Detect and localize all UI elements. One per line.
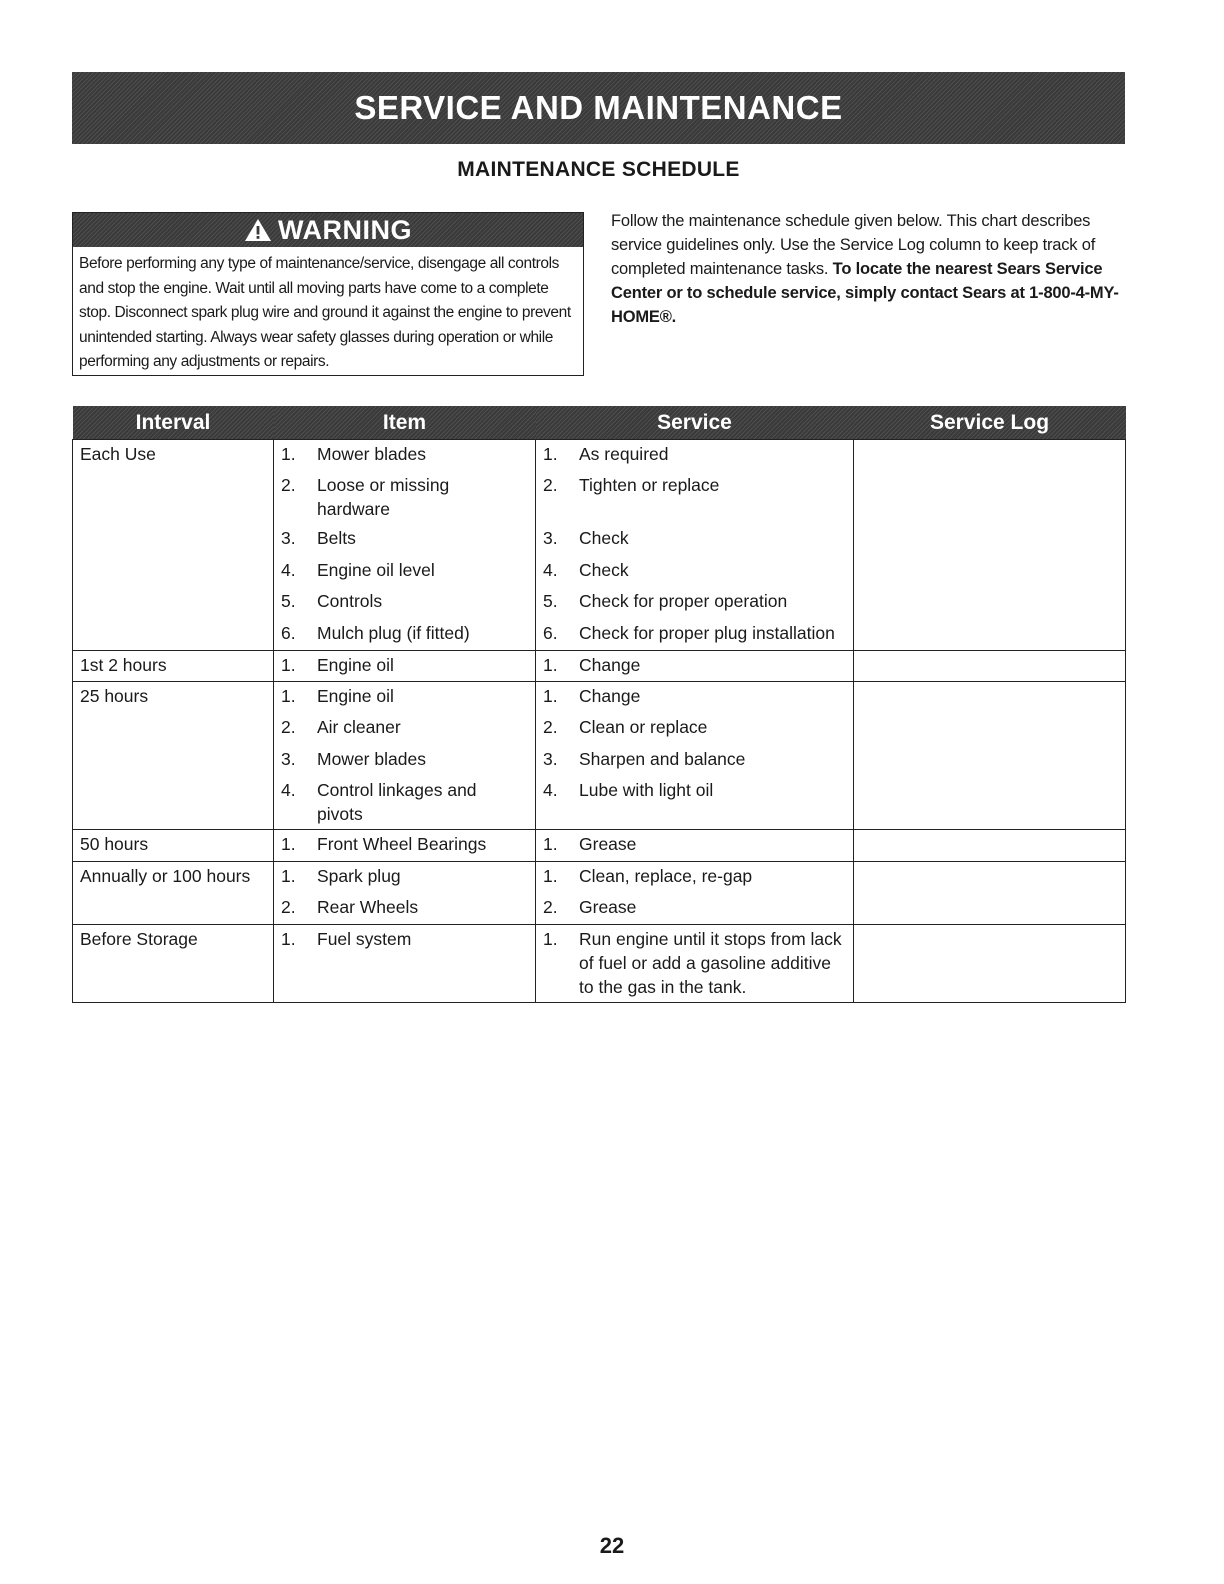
item-text: Engine oil xyxy=(317,654,394,675)
item-number: 1. xyxy=(281,928,296,949)
item-number: 2. xyxy=(281,896,296,917)
item-number: 2. xyxy=(281,475,296,495)
service-cell xyxy=(536,776,854,830)
item-number: 1. xyxy=(281,834,296,854)
item-text: Rear Wheels xyxy=(317,896,419,917)
interval-cell xyxy=(73,524,274,556)
item-cell xyxy=(274,650,536,682)
item-cell xyxy=(274,440,536,472)
service-text: Check xyxy=(579,528,629,548)
table-row xyxy=(73,524,1126,556)
item-text: Belts xyxy=(317,528,356,548)
interval-cell xyxy=(73,471,274,524)
item-number: 1. xyxy=(281,444,296,464)
item-cell xyxy=(274,924,536,1002)
table-row xyxy=(73,745,1126,777)
intro-text: Follow the maintenance schedule given below. This chart describes service guidelines only. Use the Service Log column to keep track of completed maintenance tasks. xyxy=(611,212,1096,278)
service-cell xyxy=(536,524,854,556)
service-cell xyxy=(536,587,854,619)
service-text: Check xyxy=(579,559,629,580)
service-cell xyxy=(536,682,854,714)
item-cell xyxy=(274,745,536,777)
service-text: Sharpen and balance xyxy=(579,748,746,769)
interval-cell xyxy=(73,713,274,745)
table-header-row xyxy=(73,406,1126,440)
item-text: Mower blades xyxy=(317,748,426,769)
service-number: 4. xyxy=(543,559,558,580)
table-row xyxy=(73,556,1126,588)
service-cell xyxy=(536,745,854,777)
service-log-cell[interactable] xyxy=(854,776,1126,830)
interval-cell xyxy=(73,619,274,651)
item-text: Controls xyxy=(317,591,383,611)
item-number: 3. xyxy=(281,748,296,769)
item-cell xyxy=(274,524,536,556)
warning-title: WARNING xyxy=(278,214,412,245)
interval-cell: 1st 2 hours xyxy=(73,650,274,682)
warning-box xyxy=(72,212,584,376)
service-number: 4. xyxy=(543,780,558,800)
item-cell xyxy=(274,556,536,588)
service-cell xyxy=(536,830,854,862)
service-number: 1. xyxy=(543,928,558,949)
service-text: Change xyxy=(579,654,641,675)
service-number: 2. xyxy=(543,896,558,917)
item-text: Air cleaner xyxy=(317,717,401,737)
table-row xyxy=(73,587,1126,619)
interval-cell: Annually or 100 hours xyxy=(73,861,274,893)
service-text: Grease xyxy=(579,896,637,917)
item-text: Mulch plug (if fitted) xyxy=(317,622,470,643)
item-cell xyxy=(274,893,536,925)
item-cell xyxy=(274,861,536,893)
item-number: 4. xyxy=(281,780,296,800)
intro-contact-text: To locate the nearest Sears Service Center or to schedule service, simply contact Sears at 1-800-4-MY-HOME®. xyxy=(611,260,1119,326)
warning-triangle-icon xyxy=(244,218,272,242)
service-cell xyxy=(536,893,854,925)
item-text: Control linkages and pivots xyxy=(317,780,477,824)
service-text: Change xyxy=(579,686,641,706)
table-row xyxy=(73,682,1126,714)
header-service-log: Service Log xyxy=(854,406,1126,440)
interval-cell xyxy=(73,776,274,830)
service-log-cell[interactable] xyxy=(854,587,1126,619)
item-number: 3. xyxy=(281,528,296,548)
item-cell xyxy=(274,830,536,862)
section-banner xyxy=(72,72,1125,144)
service-text: Check for proper plug installation xyxy=(579,622,835,643)
service-number: 1. xyxy=(543,686,558,706)
table-row xyxy=(73,861,1126,893)
warning-text: Before performing any type of maintenance/service, disengage all controls and stop the engine. Wait until all moving parts have come to a complete stop. Disconnect spark plug wire and ground it against the engine to prevent unintended starting. Always wear safety glasses during operation or while performing any adjustments or repairs. xyxy=(79,255,571,370)
intro-paragraph xyxy=(611,209,1125,329)
service-number: 3. xyxy=(543,748,558,769)
item-cell xyxy=(274,619,536,651)
banner-title: SERVICE AND MAINTENANCE xyxy=(354,89,843,126)
maintenance-schedule-table xyxy=(72,406,1126,1003)
service-log-cell[interactable] xyxy=(854,861,1126,893)
service-text: Lube with light oil xyxy=(579,780,714,800)
table-row xyxy=(73,619,1126,651)
item-text: Front Wheel Bearings xyxy=(317,834,487,854)
service-number: 1. xyxy=(543,834,558,854)
service-log-cell[interactable] xyxy=(854,830,1126,862)
table-row xyxy=(73,924,1126,1002)
interval-cell: Before Storage xyxy=(73,924,274,1002)
service-log-cell[interactable] xyxy=(854,471,1126,524)
service-number: 1. xyxy=(543,865,558,886)
interval-cell xyxy=(73,893,274,925)
service-log-cell[interactable] xyxy=(854,650,1126,682)
table-row xyxy=(73,471,1126,524)
service-number: 5. xyxy=(543,591,558,611)
service-log-cell[interactable] xyxy=(854,556,1126,588)
service-log-cell[interactable] xyxy=(854,619,1126,651)
service-log-cell[interactable] xyxy=(854,524,1126,556)
service-text: Tighten or replace xyxy=(579,475,720,495)
interval-cell: 50 hours xyxy=(73,830,274,862)
service-cell xyxy=(536,924,854,1002)
page-number: 22 xyxy=(599,1533,625,1558)
item-number: 1. xyxy=(281,865,296,886)
table-row xyxy=(73,713,1126,745)
item-number: 5. xyxy=(281,591,296,611)
item-cell xyxy=(274,587,536,619)
service-text: Grease xyxy=(579,834,637,854)
item-number: 1. xyxy=(281,654,296,675)
table-row xyxy=(73,893,1126,925)
service-number: 2. xyxy=(543,475,558,495)
service-cell xyxy=(536,440,854,472)
page-subtitle: MAINTENANCE SCHEDULE xyxy=(457,158,740,181)
service-log-cell[interactable] xyxy=(854,440,1126,472)
item-cell xyxy=(274,776,536,830)
header-interval: Interval xyxy=(73,406,274,440)
item-text: Fuel system xyxy=(317,928,412,949)
table-row xyxy=(73,650,1126,682)
service-number: 1. xyxy=(543,444,558,464)
item-text: Loose or missing hardware xyxy=(317,475,450,519)
item-number: 6. xyxy=(281,622,296,643)
service-log-cell[interactable] xyxy=(854,924,1126,1002)
service-cell xyxy=(536,861,854,893)
table-row xyxy=(73,830,1126,862)
interval-cell xyxy=(73,745,274,777)
item-cell xyxy=(274,471,536,524)
warning-header xyxy=(73,213,583,247)
service-text: As required xyxy=(579,444,669,464)
header-service: Service xyxy=(536,406,854,440)
service-cell xyxy=(536,619,854,651)
table-row xyxy=(73,776,1126,830)
service-text: Clean or replace xyxy=(579,717,708,737)
service-cell xyxy=(536,650,854,682)
service-log-cell[interactable] xyxy=(854,713,1126,745)
service-cell xyxy=(536,471,854,524)
item-number: 1. xyxy=(281,686,296,706)
service-number: 1. xyxy=(543,654,558,675)
service-text: Check for proper operation xyxy=(579,591,788,611)
item-cell xyxy=(274,682,536,714)
interval-cell xyxy=(73,587,274,619)
service-cell xyxy=(536,713,854,745)
service-number: 3. xyxy=(543,528,558,548)
service-log-cell[interactable] xyxy=(854,893,1126,925)
table-row xyxy=(73,440,1126,472)
interval-cell: Each Use xyxy=(73,440,274,472)
item-text: Engine oil xyxy=(317,686,394,706)
service-text: Clean, replace, re-gap xyxy=(579,865,753,886)
service-number: 6. xyxy=(543,622,558,643)
item-text: Spark plug xyxy=(317,865,401,886)
service-log-cell[interactable] xyxy=(854,745,1126,777)
header-item: Item xyxy=(274,406,536,440)
service-cell xyxy=(536,556,854,588)
item-number: 2. xyxy=(281,717,296,737)
service-number: 2. xyxy=(543,717,558,737)
item-text: Engine oil level xyxy=(317,559,435,580)
item-text: Mower blades xyxy=(317,444,426,464)
item-number: 4. xyxy=(281,559,296,580)
item-cell xyxy=(274,713,536,745)
service-log-cell[interactable] xyxy=(854,682,1126,714)
interval-cell: 25 hours xyxy=(73,682,274,714)
interval-cell xyxy=(73,556,274,588)
service-text: Run engine until it stops from lack of fuel or add a gasoline additive to the gas in the tank. xyxy=(579,928,842,997)
